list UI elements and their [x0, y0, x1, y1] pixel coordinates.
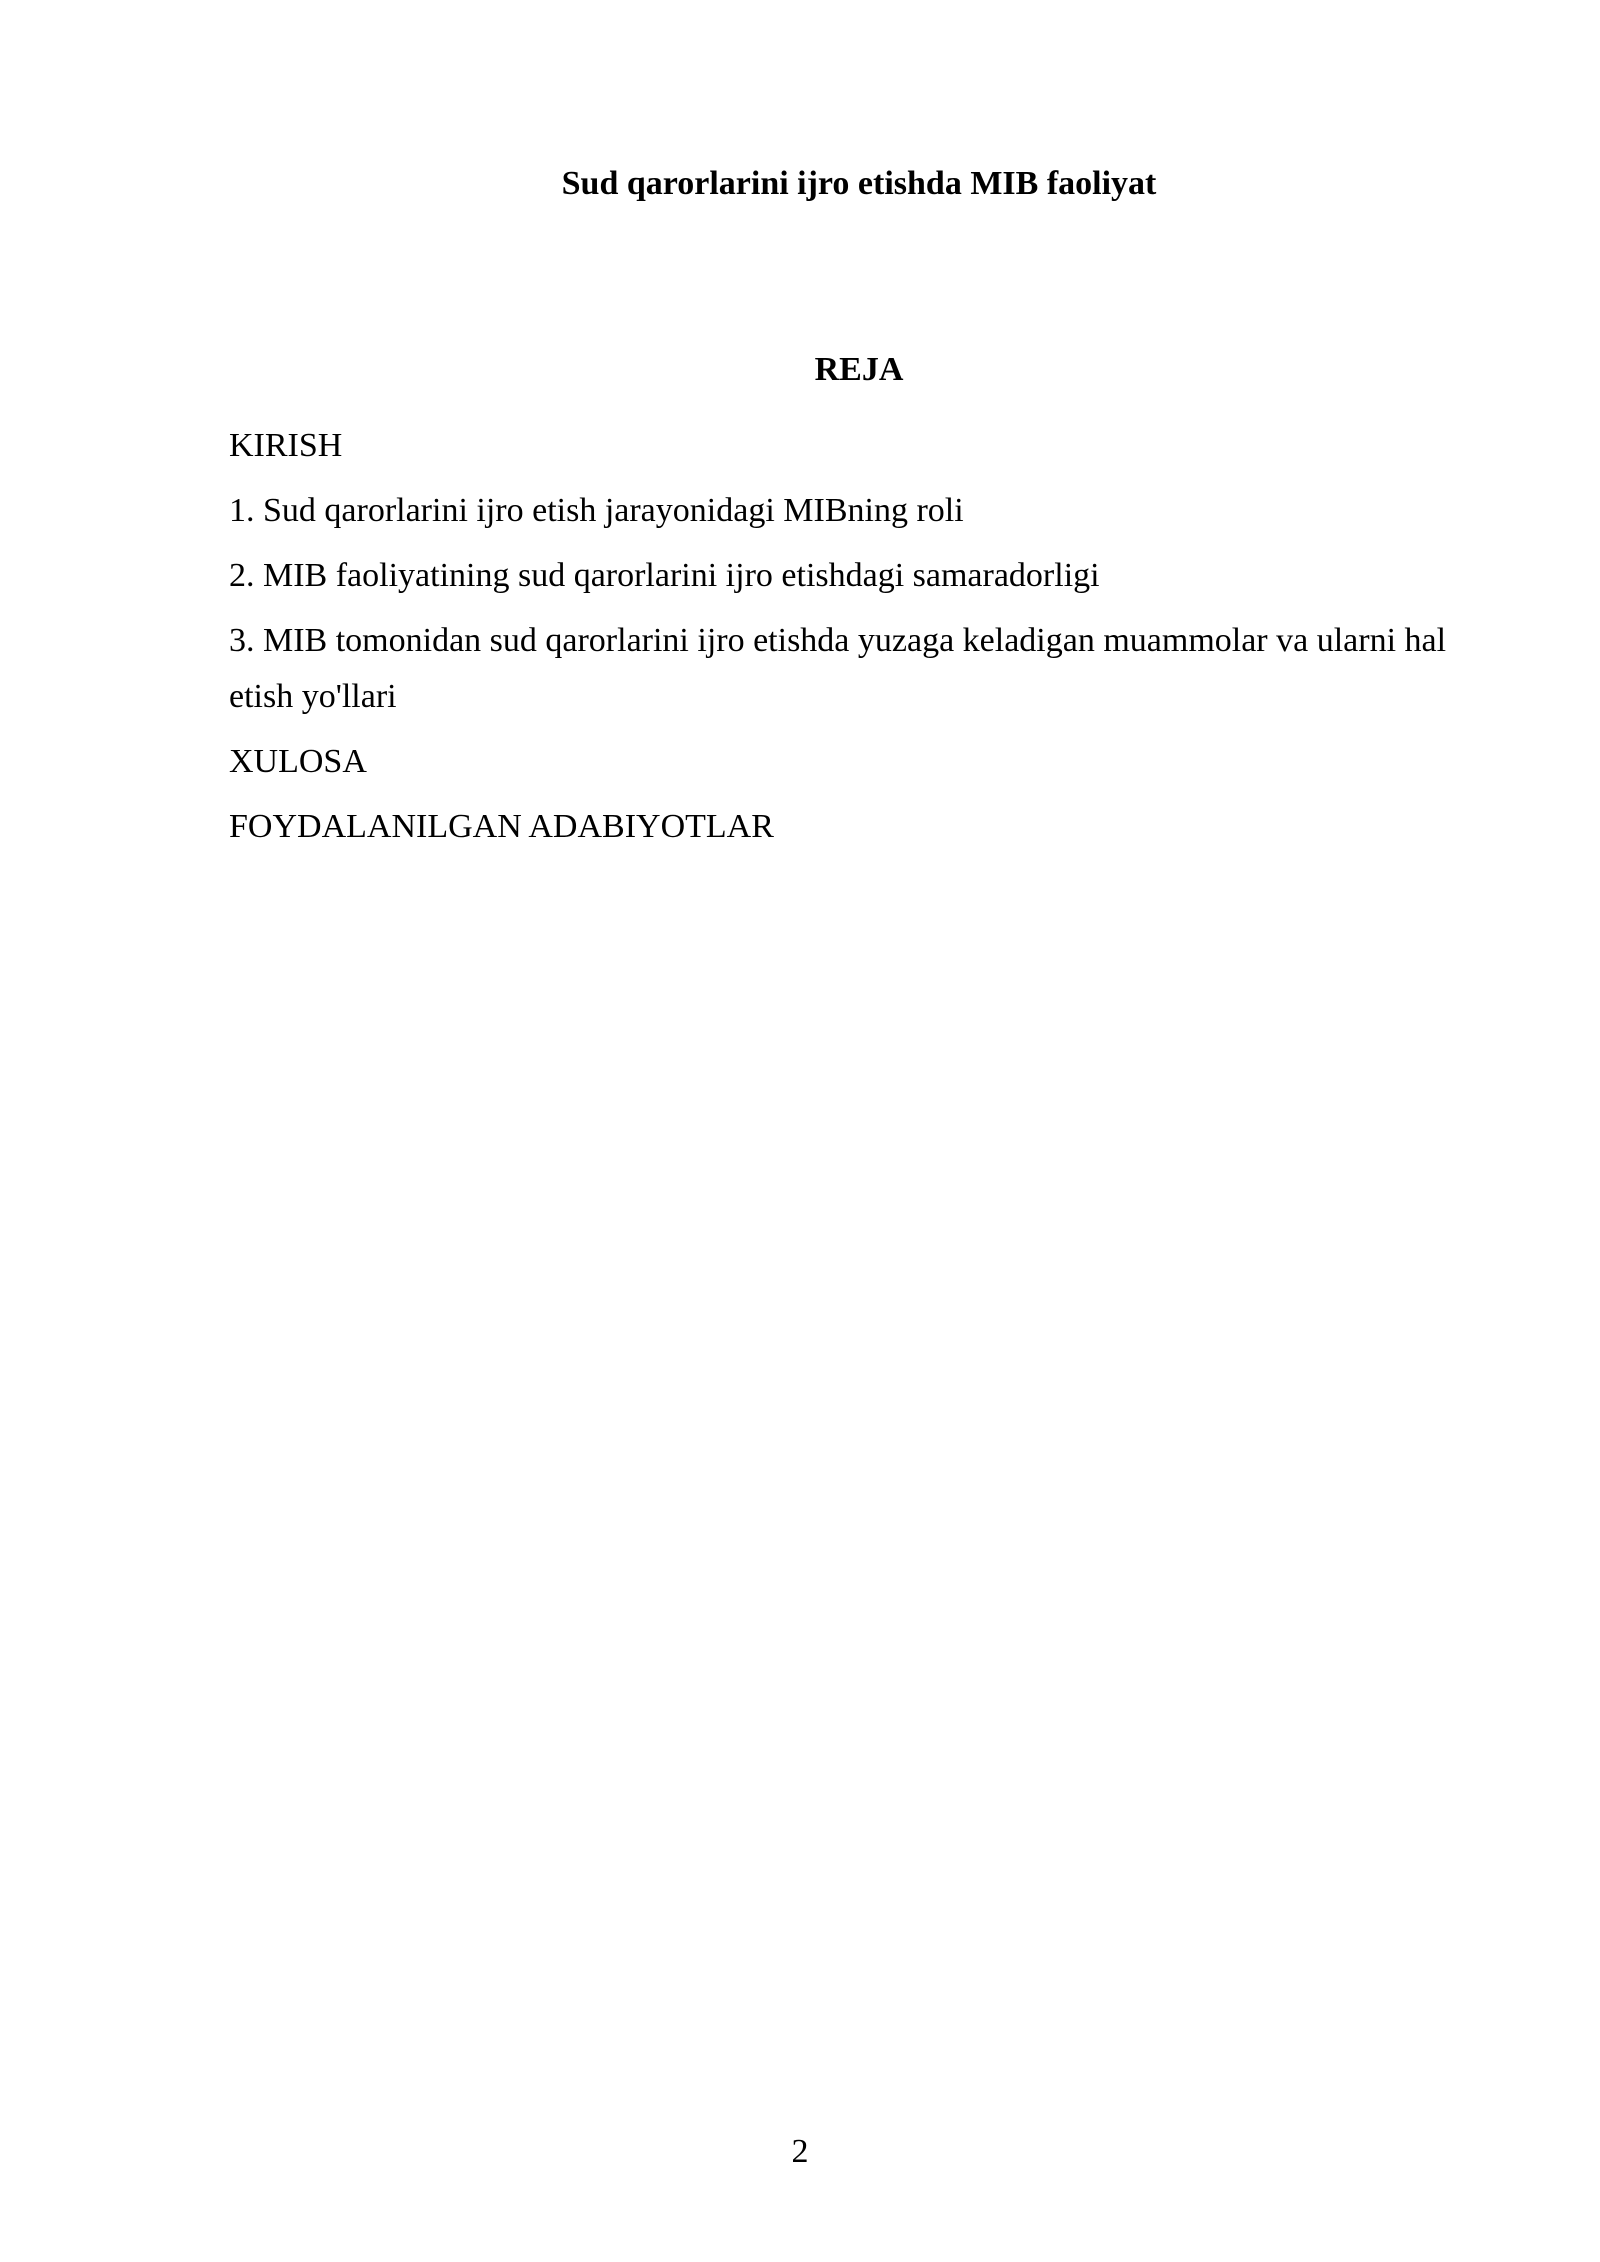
plan-item-1: 1. Sud qarorlarini ijro etish jarayonidagi MIBning roli [229, 492, 964, 529]
plan-heading: REJA [814, 351, 904, 388]
plan-item-intro: KIRISH [229, 427, 343, 464]
plan-list [229, 418, 1449, 864]
page-number: 2 [791, 2133, 809, 2170]
plan-item-3: 3. MIB tomonidan sud qarorlarini ijro etishda yuzaga keladigan muammolar va ularni hal etish yo'llari [229, 622, 1447, 715]
document-title: Sud qarorlarini ijro etishda MIB faoliyat [561, 165, 1157, 202]
plan-item-conclusion: XULOSA [229, 743, 367, 780]
plan-item-2: 2. MIB faoliyatining sud qarorlarini ijro etishdagi samaradorligi [229, 557, 1100, 594]
plan-item-references: FOYDALANILGAN ADABIYOTLAR [229, 808, 774, 845]
